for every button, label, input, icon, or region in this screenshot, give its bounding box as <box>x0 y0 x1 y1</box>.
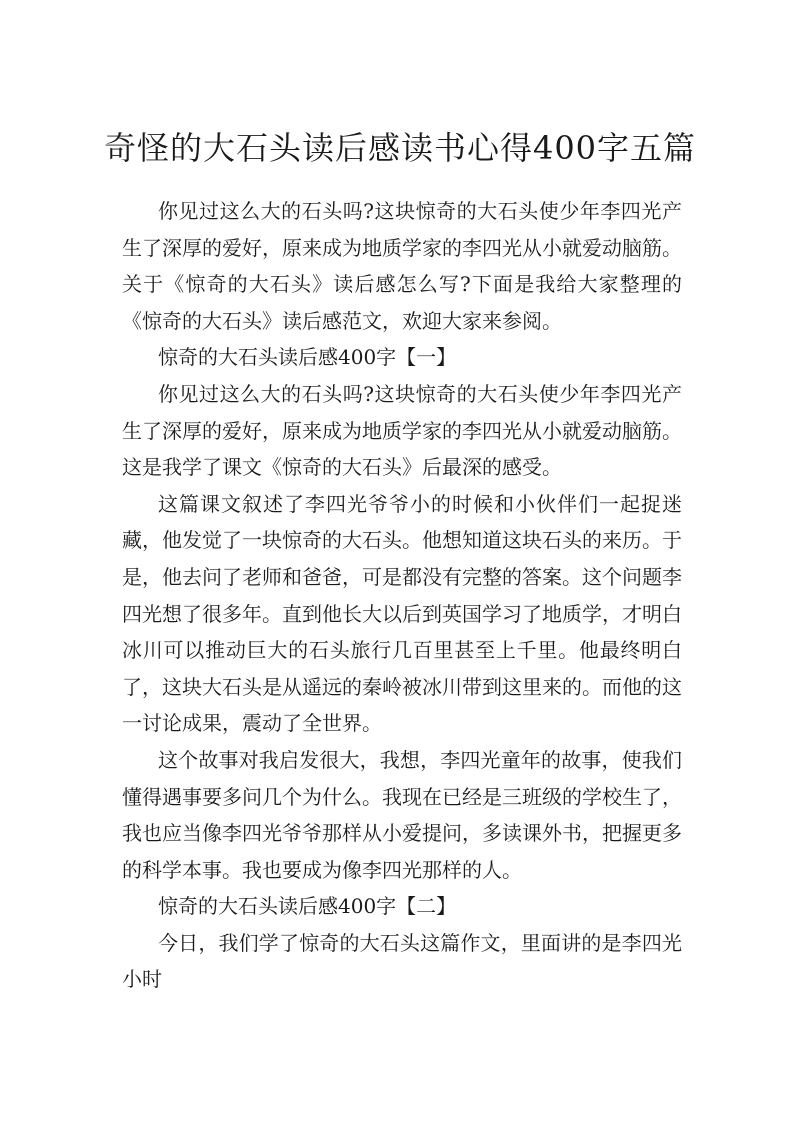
section-heading-two: 惊奇的大石头读后感400字【二】 <box>158 894 457 919</box>
body-paragraph: 你见过这么大的石头吗?这块惊奇的大石头使少年李四光产生了深厚的爱好，原来成为地质学家的李四光从小就爱动脑筋。这是我学了课文《惊奇的大石头》后最深的感受。 <box>122 381 682 480</box>
intro-paragraph: 你见过这么大的石头吗?这块惊奇的大石头使少年李四光产生了深厚的爱好，原来成为地质学家的李四光从小就爱动脑筋。关于《惊奇的大石头》读后感怎么写?下面是我给大家整理的《惊奇的大石头》读后感范文，欢迎大家来参阅。 <box>122 199 682 333</box>
body-paragraph: 这篇课文叙述了李四光爷爷小的时候和小伙伴们一起捉迷藏，他发觉了一块惊奇的大石头。他想知道这块石头的来历。于是，他去问了老师和爸爸，可是都没有完整的答案。这个问题李四光想了很多年。直到他长大以后到英国学习了地质学，才明白冰川可以推动巨大的石头旅行几百里甚至上千里。他最终明白了，这块大石头是从遥远的秦岭被冰川带到这里来的。而他的这一讨论成果，震动了全世界。 <box>122 491 682 736</box>
body-paragraph: 这个故事对我启发很大，我想，李四光童年的故事，使我们懂得遇事要多问几个为什么。我现在已经是三班级的学校生了，我也应当像李四光爷爷那样从小爱提问，多读课外书，把握更多的科学本事。我也要成为像李四光那样的人。 <box>122 747 682 882</box>
document-body <box>122 193 682 998</box>
document-title: 奇怪的大石头读后感读书心得400字五篇 <box>103 129 697 167</box>
body-paragraph: 今日，我们学了惊奇的大石头这篇作文，里面讲的是李四光小时 <box>122 930 682 992</box>
section-heading-one: 惊奇的大石头读后感400字【一】 <box>158 345 457 370</box>
